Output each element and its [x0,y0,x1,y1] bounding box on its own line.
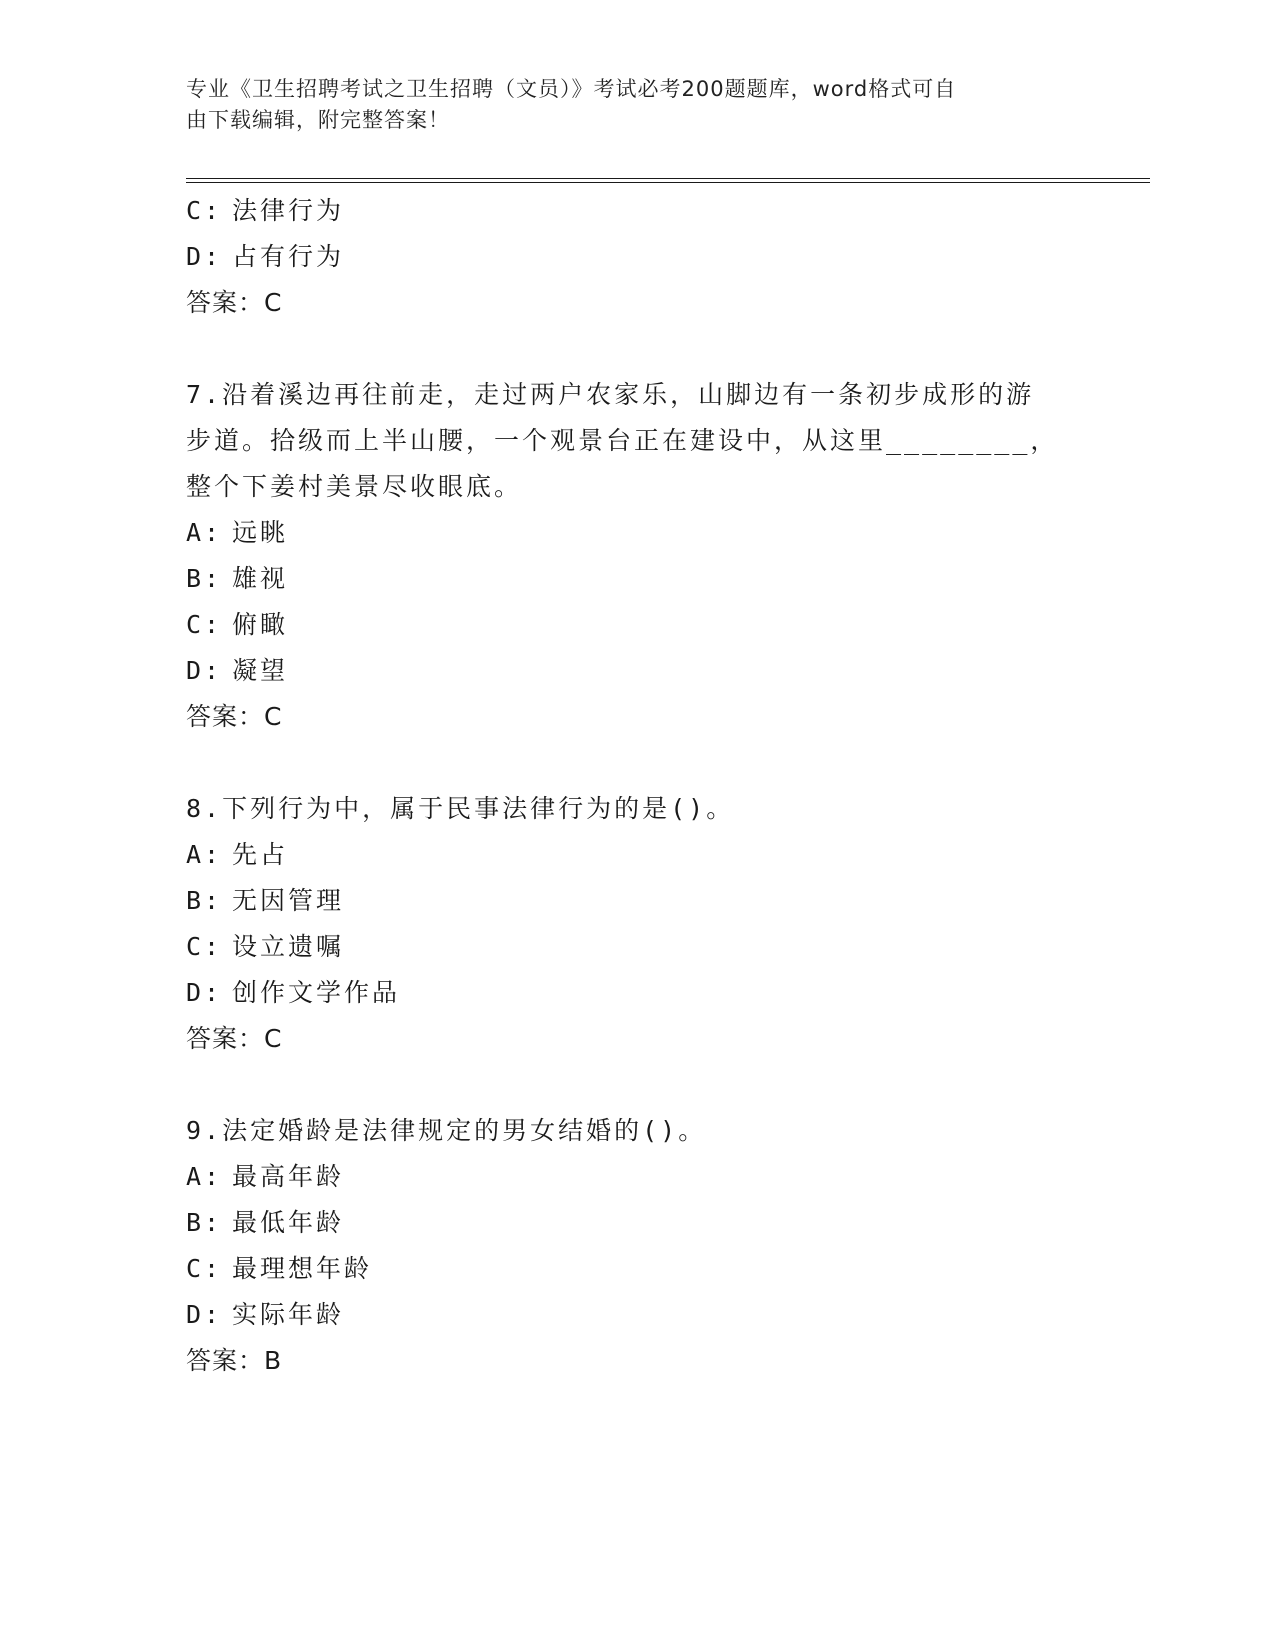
option-c: C: 最理想年龄 [186,1254,373,1283]
previous-question-tail [186,188,1066,326]
spacer [186,740,1066,786]
question-9 [186,1108,1066,1384]
answer-line: 答案：C [186,288,283,317]
question-8 [186,786,1066,1062]
question-stem-line: 7.沿着溪边再往前走，走过两户农家乐，山脚边有一条初步成形的游 [186,380,1035,409]
question-list [186,188,1066,1384]
option-d: D: 凝望 [186,656,289,685]
spacer [186,1062,1066,1108]
answer-line: 答案：B [186,1346,283,1375]
document-header [186,74,1066,136]
option-b: B: 雄视 [186,564,289,593]
question-stem-line: 步道。拾级而上半山腰，一个观景台正在建设中，从这里________， [186,426,1059,455]
header-line-1: 专业《卫生招聘考试之卫生招聘（文员）》考试必考200题题库，word格式可自 [186,77,957,101]
header-line-2: 由下载编辑，附完整答案！ [186,108,450,132]
option-b: B: 无因管理 [186,886,345,915]
option-d: D: 创作文学作品 [186,978,401,1007]
option-a: A: 最高年龄 [186,1162,345,1191]
option-d: D: 实际年龄 [186,1300,345,1329]
option-a: A: 先占 [186,840,289,869]
spacer [186,326,1066,372]
option-a: A: 远眺 [186,518,289,547]
option-d: D: 占有行为 [186,242,345,271]
option-b: B: 最低年龄 [186,1208,345,1237]
question-stem-line: 9.法定婚龄是法律规定的男女结婚的()。 [186,1116,707,1145]
answer-line: 答案：C [186,1024,283,1053]
question-7 [186,372,1066,740]
option-c: C: 设立遗嘱 [186,932,345,961]
question-stem-line: 整个下姜村美景尽收眼底。 [186,472,523,501]
option-c: C: 法律行为 [186,196,345,225]
header-divider-top [186,178,1150,179]
header-divider-bottom [186,182,1150,183]
option-c: C: 俯瞰 [186,610,289,639]
answer-line: 答案：C [186,702,283,731]
question-stem-line: 8.下列行为中，属于民事法律行为的是()。 [186,794,735,823]
